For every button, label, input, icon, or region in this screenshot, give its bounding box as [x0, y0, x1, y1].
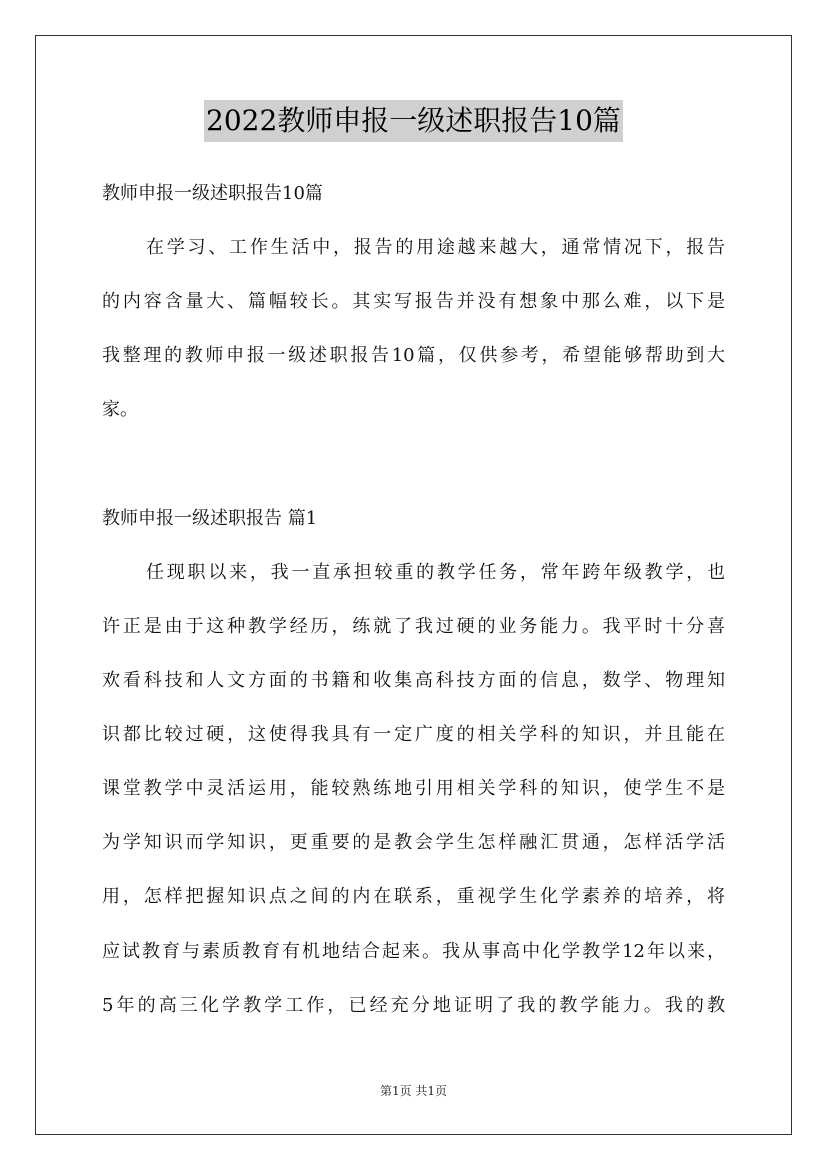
body-line: 识都比较过硬，这使得我具有一定广度的相关学科的知识，并且能在 — [102, 724, 725, 745]
intro-line: 的内容含量大、篇幅较长。其实写报告并没有想象中那么难，以下是 — [102, 291, 725, 312]
body-line: 任现职以来，我一直承担较重的教学任务，常年跨年级教学，也 — [146, 562, 725, 583]
intro-line: 家。 — [102, 399, 138, 420]
title-container — [0, 100, 827, 142]
page-footer: 第1页 共1页 — [379, 1084, 448, 1098]
body-line: 5年的高三化学教学工作，已经充分地证明了我的教学能力。我的教 — [102, 995, 725, 1016]
intro-line: 我整理的教师申报一级述职报告10篇，仅供参考，希望能够帮助到大 — [102, 345, 725, 366]
section-heading: 教师申报一级述职报告 篇1 — [102, 508, 318, 529]
body-line: 欢看科技和人文方面的书籍和收集高科技方面的信息，数学、物理知 — [102, 670, 725, 691]
body-line: 为学知识而学知识，更重要的是教会学生怎样融汇贯通，怎样活学活 — [102, 832, 725, 853]
document-subtitle: 教师申报一级述职报告10篇 — [102, 183, 323, 204]
intro-line: 在学习、工作生活中，报告的用途越来越大，通常情况下，报告 — [146, 237, 725, 258]
body-line: 课堂教学中灵活运用，能较熟练地引用相关学科的知识，使学生不是 — [102, 778, 725, 799]
body-line: 许正是由于这种教学经历，练就了我过硬的业务能力。我平时十分喜 — [102, 616, 725, 637]
document-title: 2022教师申报一级述职报告10篇 — [204, 100, 623, 142]
body-line: 用，怎样把握知识点之间的内在联系，重视学生化学素养的培养，将 — [102, 886, 725, 907]
body-line: 应试教育与素质教育有机地结合起来。我从事高中化学教学12年以来， — [102, 941, 725, 962]
